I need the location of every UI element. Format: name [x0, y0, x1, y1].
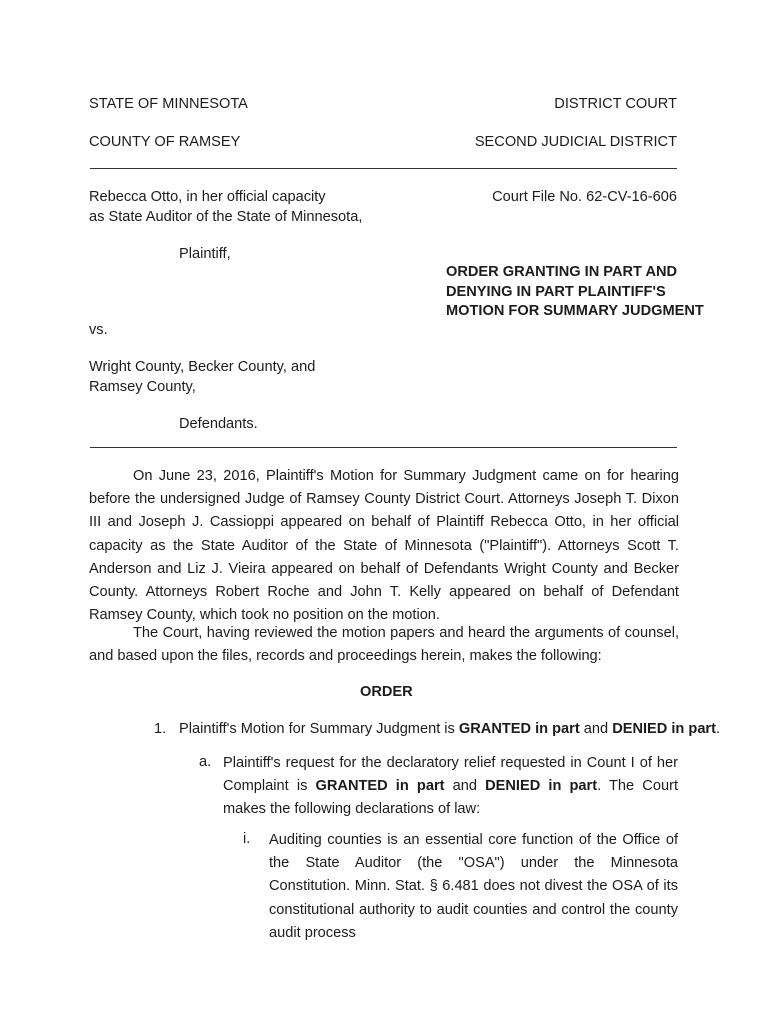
item-a-text: [223, 752, 678, 822]
plaintiff-name-line2: as State Auditor of the State of Minnesota,: [89, 209, 363, 225]
defendants-line1: Wright County, Becker County, and: [89, 359, 316, 375]
item-i-marker: i.: [243, 831, 251, 847]
county-name: COUNTY OF RAMSEY: [89, 134, 241, 150]
item-1-denied: DENIED in part: [612, 721, 716, 737]
defendant-role: Defendants.: [179, 416, 258, 432]
judicial-district: SECOND JUDICIAL DISTRICT: [474, 134, 677, 150]
item-a-denied: DENIED in part: [485, 778, 598, 795]
intro-paragraph: [89, 465, 679, 627]
item-a-text-pre: Plaintiff's request for the declaratory relief requested in Count I of her Complaint is: [223, 755, 678, 795]
item-i-text: Auditing counties is an essential core function of the Office of the State Auditor (the "OSA") under the Minnesota Constitution. Minn. Stat. § 6.481 does not divest the OSA of its constitutional authority to audit counties and control the county audit process: [269, 832, 678, 941]
defendants-line2: Ramsey County,: [89, 379, 196, 395]
court-name: DISTRICT COURT: [554, 96, 677, 112]
order-title-line1: ORDER GRANTING IN PART AND: [446, 264, 678, 280]
item-1-text-pre: Plaintiff's Motion for Summary Judgment is: [179, 721, 459, 737]
item-a-marker: a.: [199, 754, 212, 770]
item-a-and: and: [444, 778, 486, 795]
plaintiff-name-line1: Rebecca Otto, in her official capacity: [89, 189, 326, 205]
plaintiff-role: Plaintiff,: [179, 246, 231, 262]
state-name: STATE OF MINNESOTA: [89, 96, 248, 112]
intro-paragraph-text: On June 23, 2016, Plaintiff's Motion for Summary Judgment came on for hearing before the undersigned Judge of Ramsey County District Court. Attorneys Joseph T. Dixon III and Joseph J. Cassioppi appeared on behalf of Plaintiff Rebecca Otto, in her official capacity as the State Auditor of the State of Minnesota ("Plaintiff"). Attorneys Scott T. Anderson and Liz J. Vieira appeared on behalf of Defendants Wright County and Becker County. Attorneys Robert Roche and John T. Kelly appeared on behalf of Defendant Ramsey County, which took no position on the motion.: [89, 468, 679, 624]
caption-rule-top: [90, 168, 677, 169]
order-title-line3: MOTION FOR SUMMARY JUDGMENT: [446, 303, 704, 319]
item-1-granted: GRANTED in part: [458, 721, 580, 737]
review-paragraph: [89, 622, 679, 668]
item-1-text: [179, 721, 720, 737]
item-1-and: and: [579, 721, 613, 737]
item-a-granted: GRANTED in part: [315, 778, 445, 795]
item-1-marker: 1.: [154, 721, 167, 737]
caption-rule-bottom: [90, 447, 677, 448]
court-file-number: Court File No. 62-CV-16-606: [492, 189, 677, 205]
review-paragraph-text: The Court, having reviewed the motion papers and heard the arguments of counsel, and based upon the files, records and proceedings herein, makes the following:: [89, 625, 679, 665]
item-a-text-post: . The Court makes the following declarations of law:: [223, 778, 678, 818]
item-1-text-post: .: [715, 721, 721, 737]
versus: vs.: [89, 322, 108, 338]
order-heading: ORDER: [360, 684, 413, 700]
order-title-line2: DENYING IN PART PLAINTIFF'S: [446, 284, 666, 300]
